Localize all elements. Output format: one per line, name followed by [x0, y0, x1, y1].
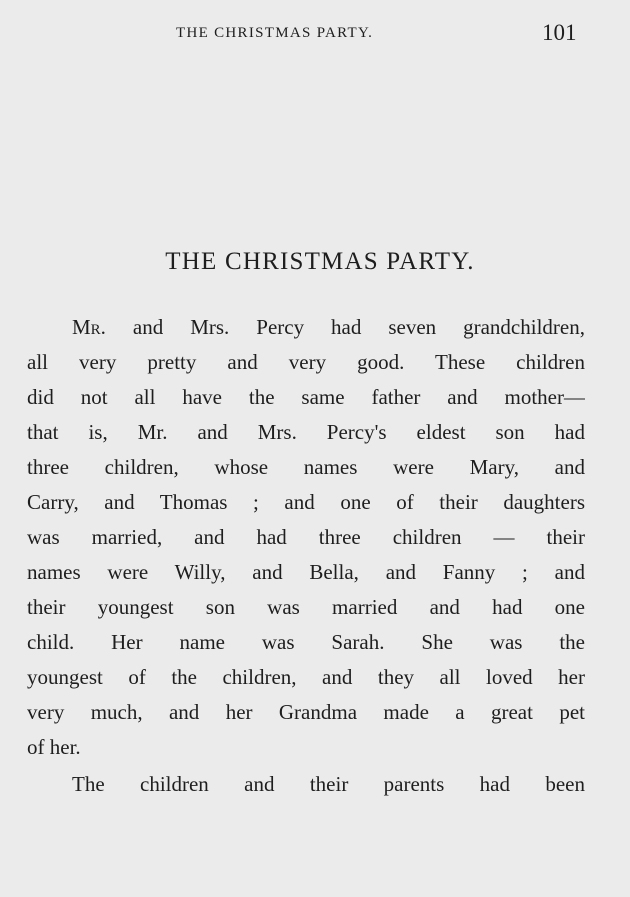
text-line: very much, and her Grandma made a great pet: [27, 700, 585, 724]
small-caps-word: Mr.: [72, 315, 106, 339]
text-line: all very pretty and very good. These children: [27, 350, 585, 374]
text-line: Carry, and Thomas ; and one of their daughters: [27, 490, 585, 514]
text-line: was married, and had three children — their: [27, 525, 585, 549]
running-head: [0, 22, 630, 48]
text-line: that is, Mr. and Mrs. Percy's eldest son had: [27, 420, 585, 444]
text-line: their youngest son was married and had one: [27, 595, 585, 619]
text-line: three children, whose names were Mary, and: [27, 455, 585, 479]
page-number: 101: [542, 20, 577, 45]
text-line: youngest of the children, and they all loved her: [27, 665, 585, 689]
chapter-title: THE CHRISTMAS PARTY.: [165, 248, 475, 275]
body-text: [27, 310, 585, 802]
running-title: THE CHRISTMAS PARTY.: [176, 25, 374, 41]
text-line: The children and their parents had been: [72, 772, 585, 796]
text-line: did not all have the same father and mother—: [27, 385, 585, 409]
text-line-content: and Mrs. Percy had seven grandchildren,: [105, 315, 585, 339]
text-line: names were Willy, and Bella, and Fanny ; and: [27, 560, 585, 584]
text-line: of her.: [27, 735, 81, 759]
text-line: [27, 310, 585, 345]
text-line: child. Her name was Sarah. She was the: [27, 630, 585, 654]
